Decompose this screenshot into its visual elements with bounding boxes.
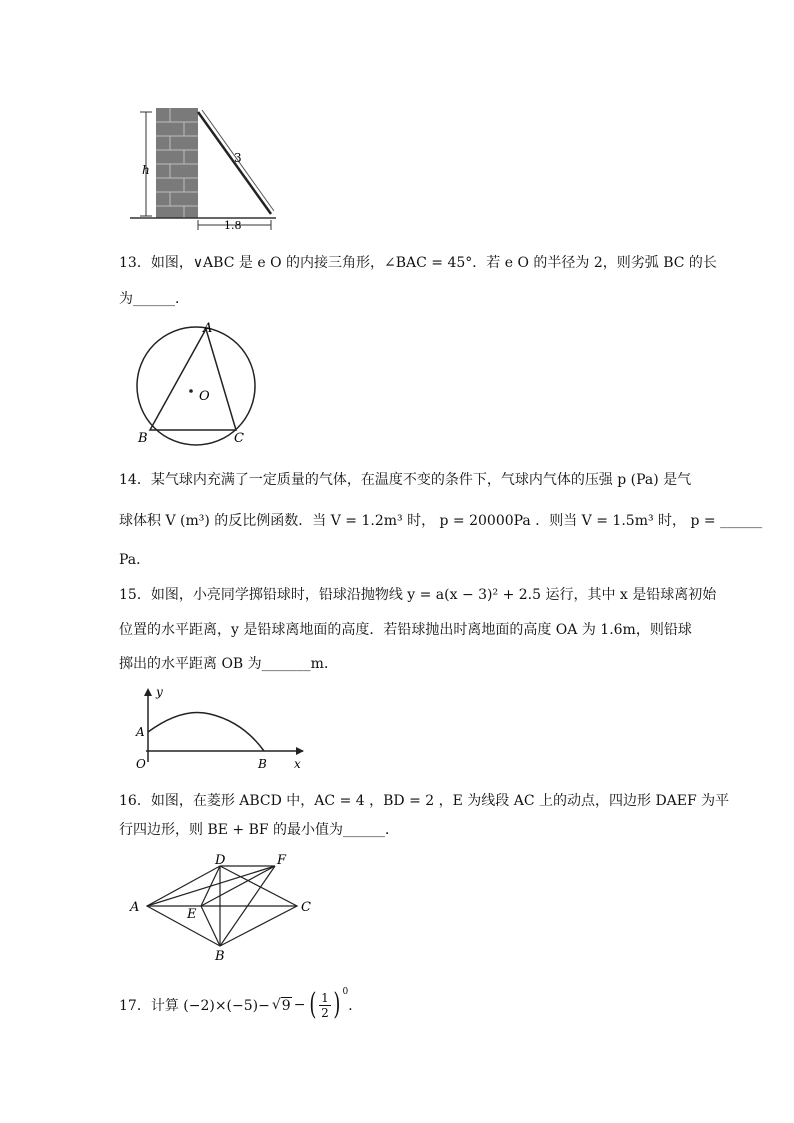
q13-text-line1: 13．如图，∨ABC 是 e O 的内接三角形，∠BAC = 45°．若 e O 的半径为 2，则劣弧 BC 的长 (119, 255, 717, 271)
q13-text-line2: 为______． (119, 291, 189, 307)
left-paren: ( (309, 987, 317, 1022)
center-point (189, 389, 193, 393)
q15-text-line3: 掷出的水平距离 OB 为_______m． (119, 656, 338, 672)
label-f: F (277, 853, 287, 868)
label-e: E (187, 907, 197, 922)
fraction-numerator: 1 (321, 990, 329, 1005)
label-d: D (215, 853, 226, 868)
label-a: A (203, 321, 213, 336)
label-base-length: 1.8 (224, 219, 242, 232)
fraction (319, 991, 331, 1020)
ladder-wall-figure (128, 104, 288, 234)
right-paren: ) (333, 987, 341, 1022)
q17-expression (119, 985, 362, 1025)
label-b: B (138, 431, 148, 446)
q15-text-line2: 位置的水平距离，y 是铅球离地面的高度．若铅球抛出时离地面的高度 OA 为 1.6m，则铅球 (119, 622, 692, 638)
label-h: h (142, 163, 150, 177)
label-b: B (258, 757, 267, 771)
label-a: A (130, 900, 140, 915)
fraction-denominator: 2 (321, 1005, 329, 1020)
q16-text-line1: 16．如图，在菱形 ABCD 中，AC = 4 ，BD = 2 ，E 为线段 AC 上的动点，四边形 DAEF 为平 (119, 793, 730, 809)
q17-suffix: ． (348, 998, 363, 1014)
brick-wall (156, 108, 198, 218)
q14-text-line2: 球体积 V (m³) 的反比例函数．当 V = 1.2m³ 时， p = 20000Pa ．则当 V = 1.5m³ 时， p = ______ (119, 513, 763, 529)
rhombus-figure (125, 850, 325, 965)
sqrt-sign: √ (271, 997, 281, 1013)
label-a: A (136, 725, 145, 739)
parabola-curve (148, 712, 264, 751)
q17-prefix: 17．计算 (−2)×(−5)− (119, 998, 270, 1014)
circle-triangle-figure (130, 316, 270, 452)
q16-text-line2: 行四边形，则 BE + BF 的最小值为______． (119, 822, 400, 838)
q14-text-line1: 14．某气球内充满了一定质量的气体，在温度不变的条件下，气球内气体的压强 p (Pa) 是气 (119, 472, 692, 488)
label-b: B (215, 949, 225, 964)
sqrt-radicand: 9 (281, 997, 291, 1014)
circle-o (137, 327, 255, 445)
parabola-figure (128, 684, 308, 774)
label-o: O (199, 389, 210, 404)
label-x: x (294, 757, 301, 771)
triangle-abc (150, 329, 236, 430)
exponent: 0 (342, 987, 349, 997)
q14-text-line3: Pa． (119, 552, 151, 568)
label-y: y (156, 685, 163, 699)
label-ladder-length: 3 (234, 151, 242, 165)
label-c: C (234, 431, 244, 446)
label-c: C (301, 900, 311, 915)
label-o: O (136, 757, 146, 771)
q15-text-line1: 15．如图，小亮同学掷铅球时，铅球沿抛物线 y = a(x − 3)² + 2.5 运行，其中 x 是铅球离初始 (119, 587, 717, 603)
minus-sign: − (293, 997, 306, 1013)
